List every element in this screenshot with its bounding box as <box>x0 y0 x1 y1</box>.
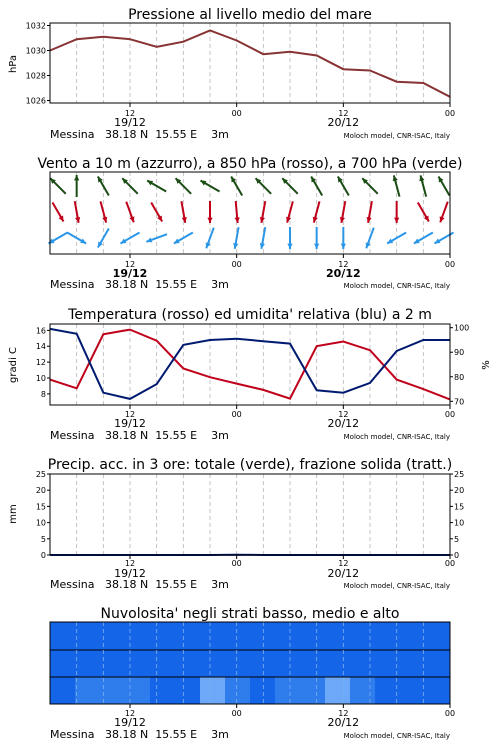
wind-arrow-850-hpa <box>151 202 162 221</box>
pressure-gridlines <box>77 23 424 103</box>
x-tick-label: 00 <box>444 260 456 269</box>
cloud-cell-basso <box>250 677 276 704</box>
clouds-x-axis <box>114 704 455 729</box>
cloud-cell-medio <box>50 650 76 677</box>
cloud-cells <box>50 622 451 704</box>
wind-arrow-head <box>287 244 292 249</box>
y-tick-label-right: 10 <box>454 518 465 528</box>
wind-arrow-850-hpa <box>313 201 320 222</box>
y-tick-label-right: 20 <box>454 486 465 496</box>
clouds-title: Nuvolosita' negli strati basso, medio e alto <box>100 606 400 622</box>
y-tick-label: 20 <box>35 486 46 496</box>
model-credit: Moloch model, CNR-ISAC, Italy <box>343 433 450 441</box>
wind-arrow-850-hpa <box>286 201 293 222</box>
wind-arrow-10-m <box>120 233 139 244</box>
y-tick-label-right: 90 <box>454 348 465 358</box>
x-date-label: 19/12 <box>114 567 146 580</box>
x-tick-label: 12 <box>338 260 349 269</box>
temperature-x-axis <box>114 405 455 430</box>
wind-x-axis <box>113 254 455 280</box>
y-tick-label-right: 5 <box>454 534 460 544</box>
x-tick-label: 12 <box>338 559 349 568</box>
wind-arrow-850-hpa <box>418 202 429 221</box>
humidity-line <box>50 329 450 399</box>
y-tick-label: 15 <box>35 502 46 512</box>
cloud-cell-basso <box>350 677 376 704</box>
wind-arrow-850-hpa <box>53 202 64 221</box>
wind-arrow-10-m <box>434 233 453 244</box>
wind-arrow-10-m <box>260 227 265 249</box>
pressure-panel <box>8 7 455 141</box>
temperature-gridlines <box>77 324 424 405</box>
wind-arrow-10-m <box>48 233 67 244</box>
cloud-cell-alto <box>200 622 226 650</box>
wind-arrow-700-hpa <box>419 175 426 196</box>
cloud-cell-medio <box>125 650 151 677</box>
temperature-ylabel: gradi C <box>8 347 19 383</box>
cloud-cell-basso <box>400 677 426 704</box>
x-tick-label: 00 <box>231 559 242 568</box>
precip-footer <box>50 578 450 591</box>
y-tick-label: 12 <box>35 358 46 368</box>
temperature-plot-frame <box>50 324 450 405</box>
cloud-cell-basso <box>325 677 351 704</box>
pressure-line <box>50 31 450 97</box>
location-label: Messina 38.18 N 15.55 E 3m <box>50 128 229 141</box>
y-tick-label: 5 <box>40 534 46 544</box>
wind-footer <box>50 278 450 291</box>
x-tick-label: 00 <box>231 109 242 118</box>
cloud-cell-basso <box>100 677 126 704</box>
temperature-title: Temperatura (rosso) ed umidita' relativa (blu) a 2 m <box>68 307 432 323</box>
y-tick-label: 0 <box>40 551 46 560</box>
cloud-cell-alto <box>75 622 101 650</box>
x-date-label: 19/12 <box>112 267 148 280</box>
wind-arrow-850-hpa <box>366 201 371 223</box>
precip-ylabel: mm <box>8 504 19 524</box>
cloud-cell-alto <box>150 622 176 650</box>
pressure-plot-frame <box>50 23 450 103</box>
y-tick-label-right: 70 <box>454 397 465 407</box>
temperature-y-ticks <box>36 326 50 399</box>
pressure-y-ticks <box>26 22 50 106</box>
temperature-humidity-panel <box>8 307 492 442</box>
wind-arrow-850-hpa <box>75 201 80 223</box>
y-tick-label: 25 <box>35 470 46 479</box>
wind-arrow-10-m <box>387 233 406 244</box>
wind-arrow-head <box>207 218 212 223</box>
pressure-footer <box>50 128 450 141</box>
wind-arrow-10-m <box>233 227 238 249</box>
location-label: Messina 38.18 N 15.55 E 3m <box>50 578 229 591</box>
x-tick-label: 12 <box>338 109 349 118</box>
cloud-cell-medio <box>250 650 276 677</box>
wind-arrow-700-hpa <box>50 178 66 194</box>
x-date-label: 19/12 <box>114 716 146 729</box>
wind-panel <box>37 156 462 291</box>
x-date-label: 20/12 <box>327 116 360 129</box>
wind-arrow-head <box>314 244 319 249</box>
cloud-cell-medio <box>425 650 451 677</box>
model-credit: Moloch model, CNR-ISAC, Italy <box>343 582 450 590</box>
cloud-cell-basso <box>150 677 176 704</box>
precip-x-axis <box>114 555 455 580</box>
cloud-cell-basso <box>50 677 76 704</box>
cloud-cell-medio <box>275 650 301 677</box>
x-tick-label: 12 <box>338 709 349 718</box>
x-tick-label: 12 <box>124 559 136 568</box>
cloud-cell-alto <box>275 622 301 650</box>
cloud-cell-medio <box>225 650 251 677</box>
y-tick-label: 1032 <box>25 21 46 31</box>
cloud-cell-medio <box>400 650 426 677</box>
cloud-cell-alto <box>425 622 451 650</box>
y-tick-label: 1030 <box>25 46 46 56</box>
pressure-x-axis <box>114 103 455 129</box>
cloud-cover-panel <box>50 606 455 741</box>
model-credit: Moloch model, CNR-ISAC, Italy <box>343 282 450 290</box>
precip-plot-frame <box>50 474 450 555</box>
cloud-cell-basso <box>300 677 326 704</box>
precipitation-panel <box>8 457 464 591</box>
wind-arrow-head <box>74 175 79 180</box>
x-tick-label: 00 <box>444 109 456 118</box>
wind-arrow-850-hpa <box>394 201 399 223</box>
wind-arrow-850-hpa <box>126 202 134 223</box>
cloud-cell-alto <box>325 622 351 650</box>
wind-arrow-head <box>394 218 399 223</box>
wind-arrow-10-m <box>67 233 86 244</box>
cloud-cell-medio <box>200 650 226 677</box>
y-tick-label: 16 <box>35 326 46 336</box>
cloud-cell-basso <box>75 677 101 704</box>
y-tick-label: 10 <box>35 518 46 528</box>
x-tick-label: 12 <box>124 410 136 419</box>
cloud-cell-basso <box>125 677 151 704</box>
y-tick-label: 14 <box>35 342 46 352</box>
cloud-cell-medio <box>325 650 351 677</box>
y-tick-label-right: 100 <box>454 323 470 333</box>
cloud-cell-basso <box>175 677 201 704</box>
x-date-label: 19/12 <box>114 116 146 129</box>
x-tick-label: 12 <box>124 260 136 269</box>
wind-arrow-850-hpa <box>100 201 107 222</box>
wind-arrow-850-hpa <box>340 201 345 223</box>
wind-arrow-10-m <box>341 227 346 249</box>
wind-arrow-head <box>146 237 152 242</box>
y-tick-label-right: 80 <box>454 372 465 382</box>
wind-arrow-850-hpa <box>235 201 240 223</box>
cloud-cell-alto <box>250 622 276 650</box>
temperature-footer <box>50 429 450 442</box>
cloud-cell-medio <box>300 650 326 677</box>
x-date-label: 19/12 <box>114 417 146 430</box>
y-tick-label-right: 15 <box>454 502 465 512</box>
wind-arrow-700-hpa <box>439 176 450 195</box>
y-tick-label: 8 <box>40 389 46 399</box>
x-date-label: 20/12 <box>327 716 360 729</box>
wind-arrow-10-m <box>314 227 319 249</box>
x-tick-label: 12 <box>124 109 136 118</box>
wind-arrow-head <box>341 244 346 249</box>
wind-arrow-850-hpa <box>440 202 448 223</box>
temperature-humidity-series <box>50 329 450 400</box>
cloud-cell-alto <box>100 622 126 650</box>
cloud-cell-alto <box>350 622 376 650</box>
wind-title: Vento a 10 m (azzurro), a 850 hPa (rosso), a 700 hPa (verde) <box>37 156 463 172</box>
pressure-title: Pressione al livello medio del mare <box>128 7 372 23</box>
x-tick-label: 00 <box>444 410 456 419</box>
model-credit: Moloch model, CNR-ISAC, Italy <box>343 132 450 140</box>
wind-arrow-850-hpa <box>207 201 212 223</box>
location-label: Messina 38.18 N 15.55 E 3m <box>50 278 229 291</box>
model-credit: Moloch model, CNR-ISAC, Italy <box>343 732 450 740</box>
cloud-cell-alto <box>400 622 426 650</box>
cloud-cell-basso <box>275 677 301 704</box>
wind-arrows <box>48 175 453 249</box>
pressure-series <box>50 31 450 97</box>
cloud-cell-medio <box>150 650 176 677</box>
cloud-cell-basso <box>225 677 251 704</box>
precip-y-ticks <box>36 470 50 560</box>
x-date-label: 20/12 <box>327 567 360 580</box>
wind-arrow-850-hpa <box>260 201 265 223</box>
wind-arrow-10-m <box>414 233 433 244</box>
y-tick-label: 1026 <box>25 96 46 106</box>
cloud-cell-basso <box>425 677 451 704</box>
y-tick-label: 10 <box>35 374 46 383</box>
cloud-cell-medio <box>75 650 101 677</box>
x-tick-label: 00 <box>231 709 242 718</box>
x-date-label: 20/12 <box>326 267 361 280</box>
x-tick-label: 12 <box>338 410 349 419</box>
x-tick-label: 00 <box>444 709 456 718</box>
y-tick-label: 1028 <box>25 71 46 81</box>
wind-arrow-700-hpa <box>74 175 79 197</box>
cloud-cell-alto <box>225 622 251 650</box>
wind-arrow-head <box>235 217 240 223</box>
cloud-cell-medio <box>350 650 376 677</box>
precip-title: Precip. acc. in 3 ore: totale (verde), frazione solida (tratt.) <box>47 457 453 473</box>
wind-arrow-850-hpa <box>181 201 186 223</box>
wind-arrow-head <box>440 216 445 222</box>
y-tick-label-right: 25 <box>454 470 465 479</box>
x-tick-label: 00 <box>231 260 242 269</box>
x-tick-label: 00 <box>231 410 242 419</box>
cloud-cell-alto <box>300 622 326 650</box>
clouds-footer <box>50 728 450 741</box>
precip-y-ticks-right <box>450 470 464 560</box>
pressure-ylabel: hPa <box>8 54 19 74</box>
x-tick-label: 12 <box>124 709 136 718</box>
wind-arrow-10-m <box>287 227 292 249</box>
cloud-cell-alto <box>175 622 201 650</box>
location-label: Messina 38.18 N 15.55 E 3m <box>50 429 229 442</box>
precip-gridlines <box>77 474 424 555</box>
humidity-ylabel: % <box>481 360 492 370</box>
cloud-cell-medio <box>100 650 126 677</box>
cloud-cell-alto <box>125 622 151 650</box>
cloud-cell-basso <box>200 677 226 704</box>
location-label: Messina 38.18 N 15.55 E 3m <box>50 728 229 741</box>
x-date-label: 20/12 <box>327 417 360 430</box>
y-tick-label-right: 0 <box>454 551 460 560</box>
humidity-y-ticks <box>450 324 469 407</box>
wind-arrow-700-hpa <box>393 175 400 196</box>
wind-arrow-10-m <box>174 233 193 244</box>
cloud-cell-alto <box>50 622 76 650</box>
x-tick-label: 00 <box>444 559 456 568</box>
cloud-cell-medio <box>175 650 201 677</box>
